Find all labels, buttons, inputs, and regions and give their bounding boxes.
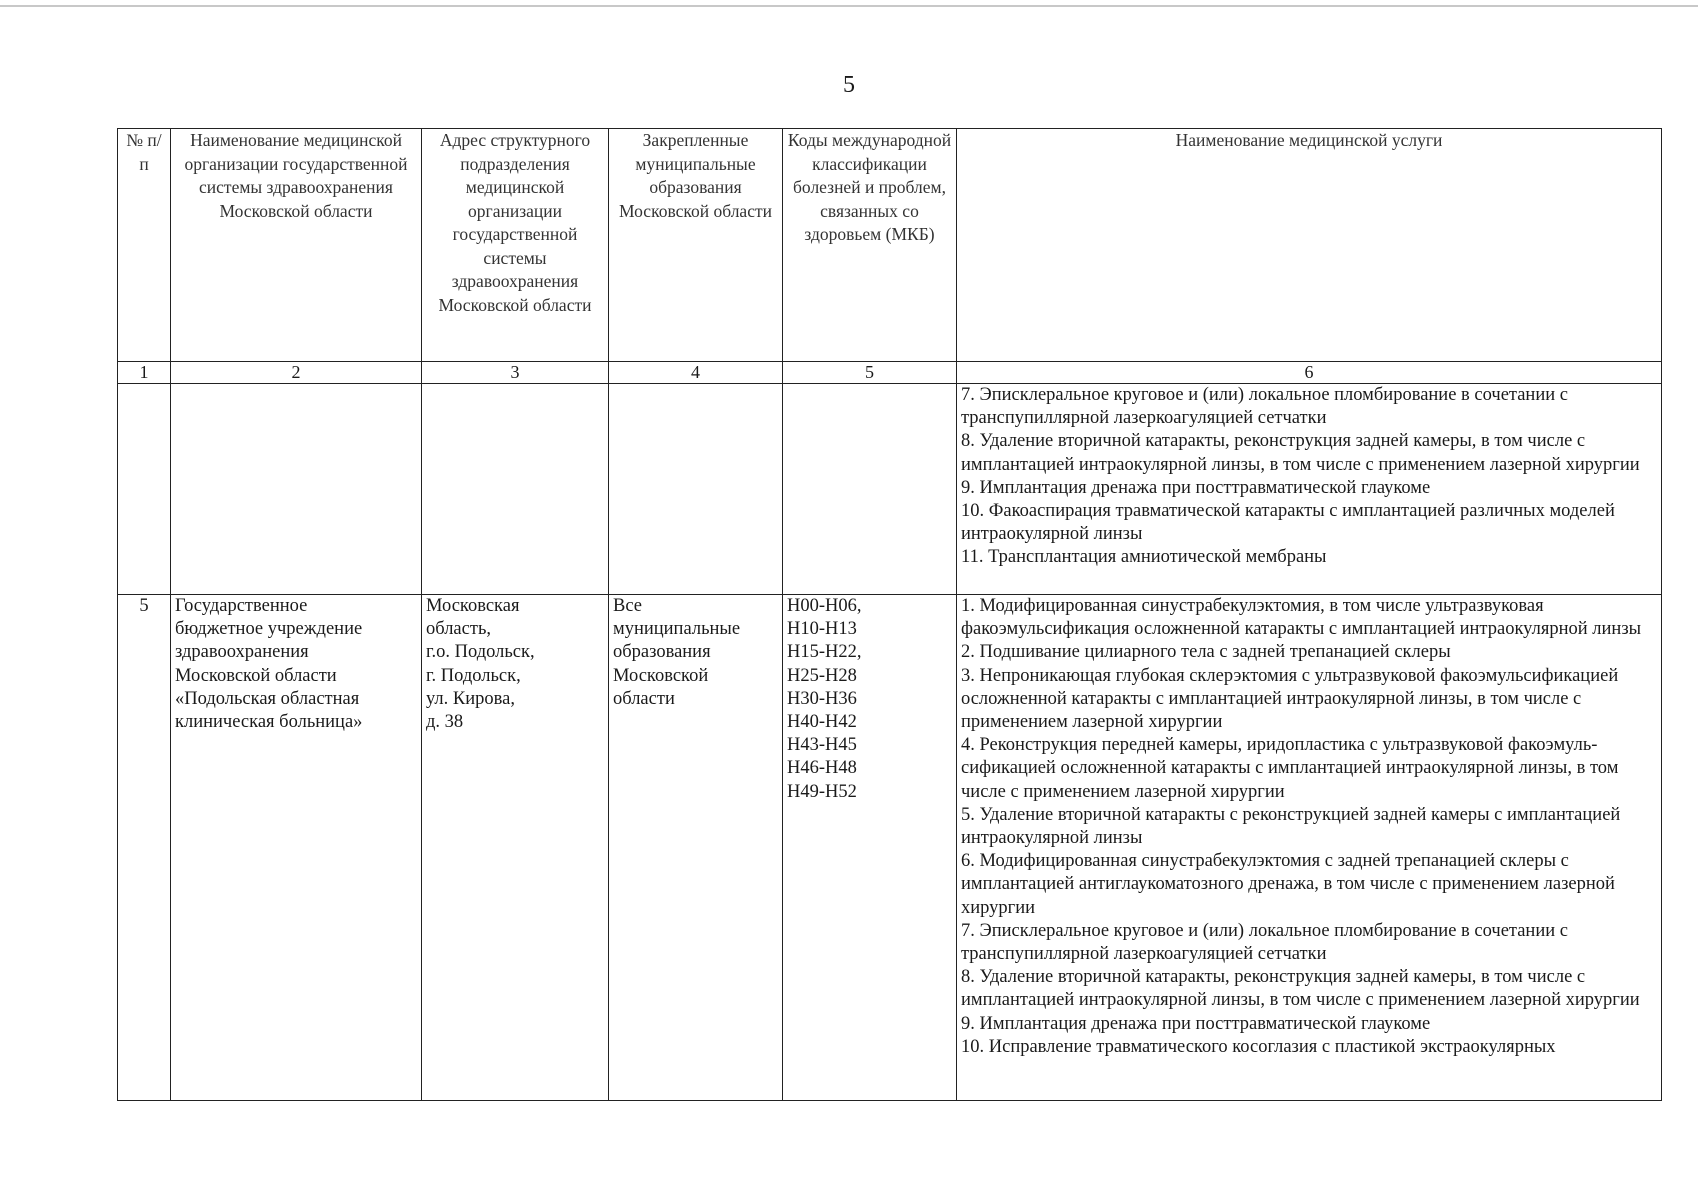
service-item: 9. Имплантация дренажа при посттравматической глаукоме (961, 1013, 1431, 1034)
organization-line: здравоохранения (175, 642, 309, 663)
service-item: 7. Эписклеральное круговое и (или) локальное пломбирование в сочетании с транспупиллярной лазеркоагуляцией сетчатки (961, 920, 1568, 965)
address-line: область, (426, 619, 492, 640)
column-number: 4 (609, 362, 783, 384)
table-row-continuation (118, 384, 1662, 595)
cell-organization (171, 595, 422, 1101)
header-address: Адрес структурного подразделения медицинской организации государственной системы здравоохранения Московской области (422, 129, 609, 362)
header-number: № п/п (118, 129, 171, 362)
icd-code: Н30-Н36 (787, 688, 857, 709)
organization-line: клиническая больница» (175, 712, 363, 733)
column-number: 2 (171, 362, 422, 384)
column-number: 1 (118, 362, 171, 384)
cell-icd-codes-empty (783, 384, 957, 595)
service-item: 11. Трансплантация амниотической мембраны (961, 547, 1327, 568)
services-table (117, 128, 1662, 1101)
municipality-line: Все (613, 596, 642, 616)
cell-organization-empty (171, 384, 422, 595)
cell-services (957, 595, 1662, 1101)
organization-line: бюджетное учреждение (175, 619, 363, 640)
address-line: г. Подольск, (426, 665, 521, 686)
cell-number-empty (118, 384, 171, 595)
icd-code: Н10-Н13 (787, 619, 857, 640)
address-line: Московская (426, 596, 520, 616)
service-item: 2. Подшивание цилиарного тела с задней трепанацией склеры (961, 642, 1451, 663)
organization-line: «Подольская областная (175, 688, 360, 709)
service-item: 10. Исправление травматического косоглазия с пластикой экстраокулярных (961, 1036, 1556, 1057)
address-line: д. 38 (426, 712, 464, 733)
service-item: 6. Модифицированная синустрабекулэктомия с задней трепанацией склеры с имплантацией антиглаукоматозного дренажа, в том числе с применением лазерной хирургии (961, 851, 1615, 918)
icd-code: Н49-Н52 (787, 781, 857, 802)
column-number: 5 (783, 362, 957, 384)
icd-code: Н15-Н22, (787, 642, 862, 663)
service-item: 3. Непроникающая глубокая склерэктомия с ультразвуковой факоэмульсификацией осложненной катаракты с имплантацией интраокулярной линзы, в том числе с применением лазерной хирургии (961, 665, 1619, 733)
column-number: 3 (422, 362, 609, 384)
municipality-line: Московской (613, 665, 709, 686)
table-header-row (118, 129, 1662, 362)
service-item: 7. Эписклеральное круговое и (или) локальное пломбирование в сочетании с транспупиллярной лазеркоагуляцией сетчатки (961, 385, 1568, 429)
municipality-line: области (613, 688, 675, 709)
header-icd-codes: Коды международной классификации болезней и проблем, связанных со здоровьем (МКБ) (783, 129, 957, 362)
header-service-name: Наименование медицинской услуги (957, 129, 1662, 362)
service-item: 8. Удаление вторичной катаракты, реконструкция задней камеры, в том числе с имплантацией интраокулярной линзы, в том числе с применением лазерной хирургии (961, 431, 1640, 475)
page-number: 5 (843, 72, 855, 98)
icd-code: Н43-Н45 (787, 735, 857, 756)
service-item: 4. Реконструкция передней камеры, иридопластика с ультразвуковой факоэмуль-сификацией осложненной катаракты с имплантацией интраокулярной линзы, в том числе с применением лазерной хирургии (961, 735, 1619, 802)
header-organization: Наименование медицинской организации государственной системы здравоохранения Московской области (171, 129, 422, 362)
table-row (118, 595, 1662, 1101)
cell-municipalities (609, 595, 783, 1101)
cell-municipalities-empty (609, 384, 783, 595)
address-line: ул. Кирова, (426, 688, 515, 709)
service-item: 9. Имплантация дренажа при посттравматической глаукоме (961, 477, 1431, 498)
address-line: г.о. Подольск, (426, 642, 535, 663)
service-item: 8. Удаление вторичной катаракты, реконструкция задней камеры, в том числе с имплантацией интраокулярной линзы, в том числе с применением лазерной хирургии (961, 967, 1640, 1011)
cell-services (957, 384, 1662, 595)
municipality-line: образования (613, 642, 711, 663)
icd-code: Н40-Н42 (787, 712, 857, 733)
cell-number: 5 (118, 595, 171, 1101)
municipality-line: муниципальные (613, 619, 741, 640)
service-item: 5. Удаление вторичной катаракты с реконструкцией задней камеры с имплантацией интраокулярной линзы (961, 804, 1621, 849)
column-numbers-row (118, 362, 1662, 384)
cell-icd-codes (783, 595, 957, 1101)
organization-line: Государственное (175, 596, 308, 616)
organization-line: Московской области (175, 665, 337, 686)
cell-address-empty (422, 384, 609, 595)
icd-code: Н25-Н28 (787, 665, 857, 686)
cell-address (422, 595, 609, 1101)
page-top-rule (0, 5, 1698, 7)
column-number: 6 (957, 362, 1662, 384)
service-item: 1. Модифицированная синустрабекулэктомия, в том числе ультразвуковая факоэмульсификация осложненной катаракты с имплантацией интраокулярной линзы (961, 596, 1642, 640)
header-municipalities: Закрепленные муниципальные образования Московской области (609, 129, 783, 362)
icd-code: Н00-Н06, (787, 596, 862, 616)
service-item: 10. Факоаспирация травматической катаракты с имплантацией различных моделей интраокулярной линзы (961, 501, 1615, 545)
icd-code: Н46-Н48 (787, 758, 857, 779)
